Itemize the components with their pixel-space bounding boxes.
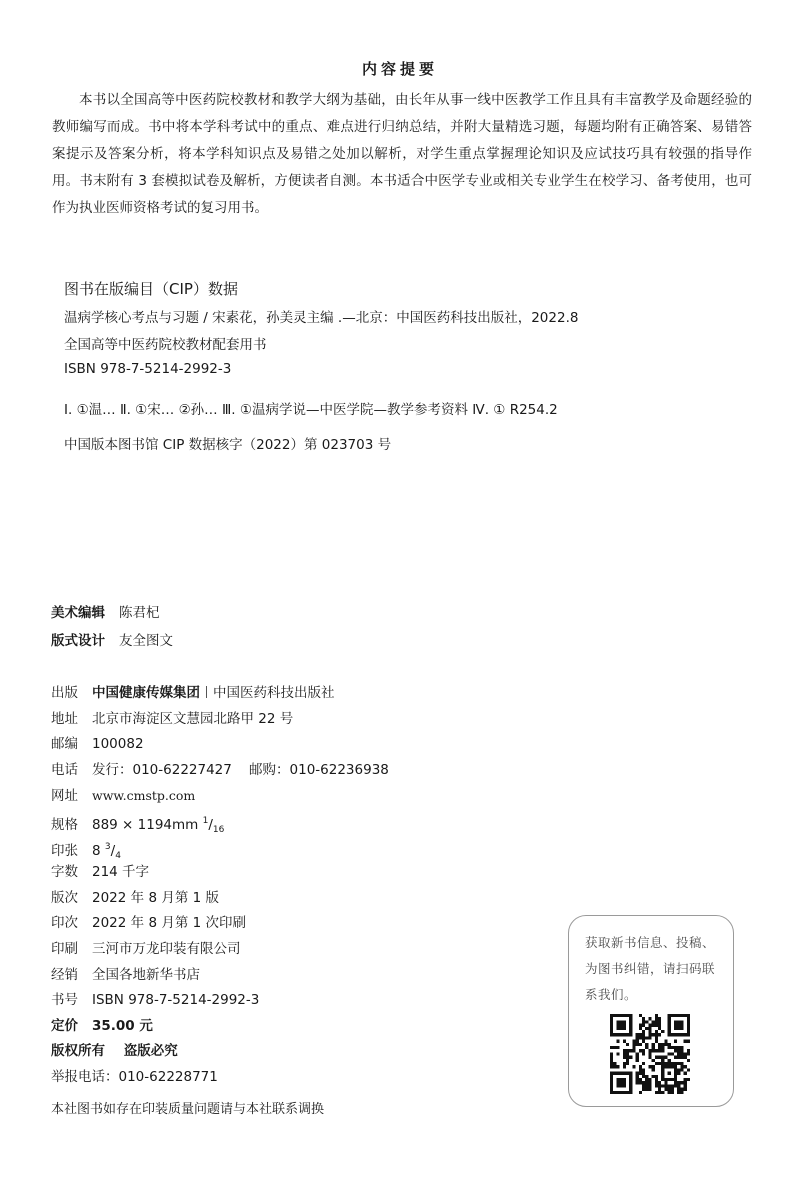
layout-design-name: 友全图文 bbox=[119, 633, 173, 649]
phone-row bbox=[51, 758, 389, 784]
art-editor-credit bbox=[51, 601, 160, 621]
price-row bbox=[51, 1014, 389, 1040]
format-value: 889 × 1194mm bbox=[92, 816, 203, 833]
word-count-value: 214 千字 bbox=[92, 864, 150, 881]
sheets-value: 8 bbox=[92, 842, 105, 859]
printing-value: 2022 年 8 月第 1 次印刷 bbox=[92, 915, 246, 932]
word-count-label: 字数 bbox=[51, 864, 78, 881]
postcode-row bbox=[51, 732, 389, 758]
isbn-value: ISBN 978-7-5214-2992-3 bbox=[92, 992, 260, 1009]
website-row bbox=[51, 783, 389, 809]
publisher-label: 出版 bbox=[51, 685, 78, 701]
publisher-row bbox=[51, 681, 389, 707]
quality-notice: 本社图书如存在印装质量问题请与本社联系调换 bbox=[51, 1102, 325, 1117]
distributor-label: 经销 bbox=[51, 966, 78, 983]
publication-details bbox=[51, 681, 389, 1091]
phone-label: 电话 bbox=[51, 761, 78, 778]
isbn-row bbox=[51, 988, 389, 1014]
art-editor-name: 陈君杞 bbox=[119, 605, 160, 621]
cip-classification: Ⅰ. ①温… Ⅱ. ①宋… ②孙… Ⅲ. ①温病学说—中医学院—教学参考资料 Ⅳ. ① R254.2 bbox=[64, 402, 558, 418]
distributor-value: 全国各地新华书店 bbox=[92, 966, 200, 983]
qr-panel bbox=[568, 915, 734, 1107]
isbn-label: 书号 bbox=[51, 992, 78, 1009]
price-label: 定价 bbox=[51, 1017, 78, 1034]
sheets-label: 印张 bbox=[51, 842, 78, 859]
edition-label: 版次 bbox=[51, 889, 78, 906]
publisher-group: 中国健康传媒集团 bbox=[92, 685, 200, 701]
summary-paragraph: 本书以全国高等中医药院校教材和教学大纲为基础，由长年从事一线中医教学工作且具有丰富教学及命题经验的教师编写而成。书中将本学科考试中的重点、难点进行归纳总结，并附大量精选习题，每题均附有正确答案、易错答案提示及答案分析，将本学科知识点及易错之处加以解析，对学生重点掌握理论知识及应试技巧具有较强的指导作用。书末附有 3 套模拟试卷及解析，方便读者自测。本书适合中医学专业或相关专业学生在校学习、备考使用，也可作为执业医师资格考试的复习用书。 bbox=[52, 92, 752, 216]
distributor-row bbox=[51, 963, 389, 989]
printer-label: 印刷 bbox=[51, 940, 78, 957]
printer-value: 三河市万龙印装有限公司 bbox=[92, 940, 241, 957]
sheets-row: 印张 8 $^3/_4$ bbox=[51, 835, 389, 861]
art-editor-label: 美术编辑 bbox=[51, 605, 105, 621]
cip-title: 图书在版编目（CIP）数据 bbox=[64, 280, 238, 298]
price-value: 35.00 元 bbox=[92, 1017, 153, 1034]
qr-code-icon[interactable] bbox=[610, 1014, 690, 1094]
cip-citation: 温病学核心考点与习题 / 宋素花，孙美灵主编 .—北京：中国医药科技出版社，2022.8 bbox=[64, 310, 579, 326]
format-row: 规格 889 × 1194mm $^1/_{16}$ bbox=[51, 809, 389, 835]
edition-value: 2022 年 8 月第 1 版 bbox=[92, 889, 219, 906]
report-phone: 举报电话：010-62228771 bbox=[51, 1068, 218, 1085]
address-row bbox=[51, 707, 389, 733]
printing-label: 印次 bbox=[51, 915, 78, 932]
publisher-divider bbox=[206, 686, 207, 698]
website-value: www.cmstp.com bbox=[92, 788, 196, 804]
sheets-fraction-denominator: 4 bbox=[115, 850, 121, 861]
qr-panel-text: 获取新书信息、投稿、为图书纠错，请扫码联系我们。 bbox=[585, 935, 716, 1002]
printing-row bbox=[51, 911, 389, 937]
website-label: 网址 bbox=[51, 788, 78, 805]
layout-design-label: 版式设计 bbox=[51, 633, 105, 649]
printer-row bbox=[51, 937, 389, 963]
postcode-value: 100082 bbox=[92, 736, 144, 753]
address-value: 北京市海淀区文慧园北路甲 22 号 bbox=[92, 710, 294, 727]
format-fraction-denominator: 16 bbox=[212, 824, 225, 835]
cip-isbn: ISBN 978-7-5214-2992-3 bbox=[64, 361, 232, 377]
publisher-name: 中国医药科技出版社 bbox=[213, 685, 335, 701]
copyright-notice: 版权所有 盗版必究 bbox=[51, 1043, 178, 1060]
format-fraction-numerator: 1 bbox=[202, 815, 209, 826]
address-label: 地址 bbox=[51, 710, 78, 727]
summary-title: 内容提要 bbox=[361, 60, 438, 78]
cip-series: 全国高等中医药院校教材配套用书 bbox=[64, 337, 267, 353]
layout-design-credit bbox=[51, 629, 173, 649]
sheets-fraction-numerator: 3 bbox=[104, 841, 111, 852]
postcode-label: 邮编 bbox=[51, 736, 78, 753]
edition-row bbox=[51, 886, 389, 912]
phone-value: 发行：010-62227427 邮购：010-62236938 bbox=[92, 761, 389, 778]
copyright-row bbox=[51, 1039, 389, 1065]
word-count-row bbox=[51, 860, 389, 886]
report-phone-row bbox=[51, 1065, 389, 1091]
cip-record-number: 中国版本图书馆 CIP 数据核字（2022）第 023703 号 bbox=[64, 437, 392, 453]
format-label: 规格 bbox=[51, 816, 78, 833]
